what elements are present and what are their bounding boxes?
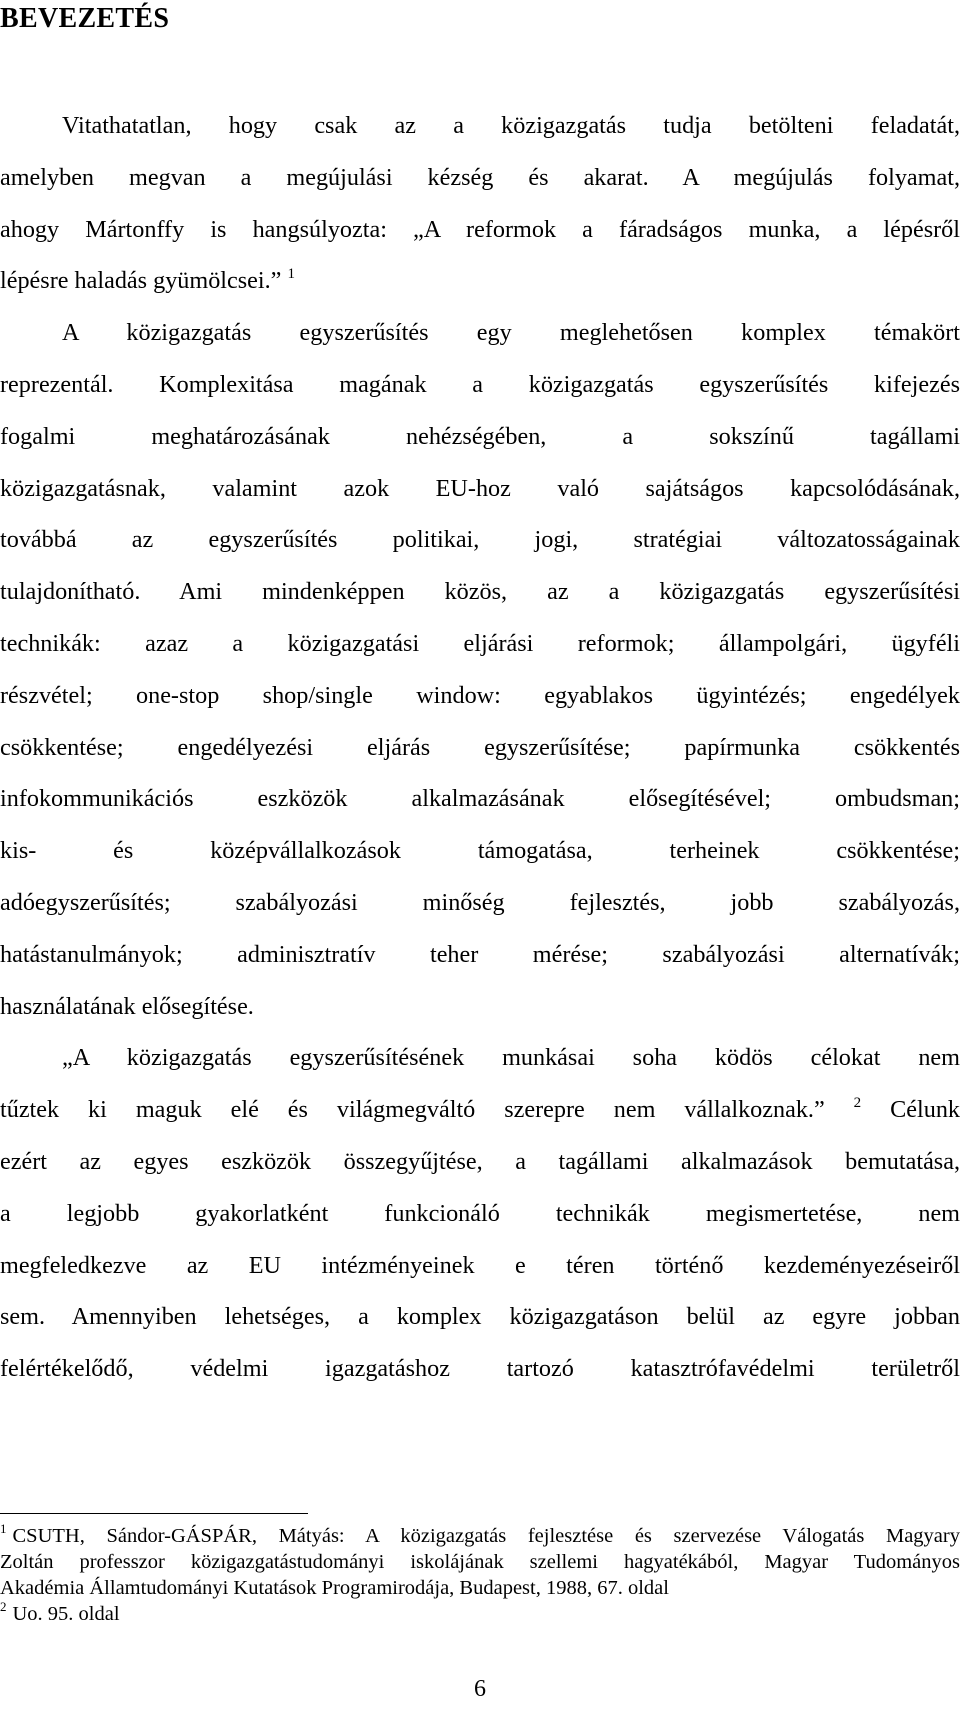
paragraph-2-line-6: tulajdonítható. Ami mindenképpen közös, az a közigazgatás egyszerűsítési (0, 578, 960, 606)
paragraph-1-line-4 (0, 255, 960, 307)
footnote-1-number: 1 (0, 1521, 7, 1536)
paragraph-3-line-4: a legjobb gyakorlatként funkcionáló technikák megismertetése, nem (0, 1199, 960, 1227)
paragraph-1-line-2: amelyben megvan a megújulási kézség és akarat. A megújulás folyamat, (0, 163, 960, 191)
paragraph-2-line-2: reprezentál. Komplexitása magának a közigazgatás egyszerűsítés kifejezés (0, 370, 960, 398)
paragraph-2-line-13: hatástanulmányok; adminisztratív teher mérése; szabályozási alternatívák; (0, 940, 960, 968)
footnote-1-line-2: Zoltán professzor közigazgatástudományi iskolájának szellemi hagyatékából, Magyar Tudományos (0, 1551, 960, 1573)
paragraph-1-line-1: Vitathatatlan, hogy csak az a közigazgatás tudja betölteni feladatát, (62, 112, 960, 139)
footnote-ref-2: 2 (853, 1095, 862, 1112)
paragraph-3-line-6: sem. Amennyiben lehetséges, a komplex közigazgatáson belül az egyre jobban (0, 1303, 960, 1331)
paragraph-2-line-11: kis- és középvállalkozások támogatása, terheinek csökkentése; (0, 837, 960, 865)
footnote-1-line-1-text: CSUTH, Sándor-GÁSPÁR, Mátyás: A közigazgatás fejlesztése és szervezése Válogatás Magyary (12, 1525, 960, 1547)
paragraph-3-line-5: megfeledkezve az EU intézményeinek e téren történő kezdeményezéseiről (0, 1251, 960, 1279)
paragraph-3-line-2-text: tűztek ki maguk elé és világmegváltó szerepre nem vállalkoznak.” (0, 1096, 825, 1124)
page-heading: BEVEZETÉS (0, 3, 170, 34)
paragraph-2-line-7: technikák: azaz a közigazgatási eljárási reformok; állampolgári, ügyféli (0, 629, 960, 657)
footnote-2-line-1 (0, 1601, 960, 1627)
paragraph-3-line-1: „A közigazgatás egyszerűsítésének munkásai soha ködös célokat nem (62, 1044, 960, 1072)
paragraph-2-line-12: adóegyszerűsítés; szabályozási minőség fejlesztés, jobb szabályozás, (0, 888, 960, 916)
paragraph-1-line-4-text: lépésre haladás gyümölcsei.” (0, 267, 282, 295)
page-number: 6 (474, 1676, 486, 1702)
paragraph-2-line-10: infokommunikációs eszközök alkalmazásának elősegítésével; ombudsman; (0, 785, 960, 813)
paragraph-2-line-9: csökkentése; engedélyezési eljárás egyszerűsítése; papírmunka csökkentés (0, 733, 960, 761)
footnote-2-text: Uo. 95. oldal (12, 1603, 120, 1625)
footnotes (0, 1523, 960, 1627)
paragraph-2-line-1: A közigazgatás egyszerűsítés egy meglehetősen komplex témakört (62, 319, 960, 347)
paragraph-3-line-3: ezért az egyes eszközök összegyűjtése, a tagállami alkalmazások bemutatása, (0, 1147, 960, 1175)
footnote-separator (0, 1513, 308, 1514)
paragraph-1-line-3: ahogy Mártonffy is hangsúlyozta: „A reformok a fáradságos munka, a lépésről (0, 215, 960, 243)
paragraph-2-line-4: közigazgatásnak, valamint azok EU-hoz való sajátságos kapcsolódásának, (0, 474, 960, 502)
paragraph-2-line-3: fogalmi meghatározásának nehézségében, a sokszínű tagállami (0, 422, 960, 450)
footnote-1-line-1 (0, 1523, 960, 1549)
paragraph-3-line-2-continuation: Célunk (890, 1096, 960, 1124)
footnote-ref-1: 1 (287, 266, 295, 283)
paragraph-2-line-8: részvétel; one-stop shop/single window: egyablakos ügyintézés; engedélyek (0, 681, 960, 709)
paragraph-2-line-14: használatának elősegítése. (0, 992, 254, 1020)
footnote-2-number: 2 (0, 1599, 7, 1614)
body-text (0, 100, 960, 1395)
footnote-1-line-3: Akadémia Államtudományi Kutatások Programirodája, Budapest, 1988, 67. oldal (0, 1577, 669, 1599)
paragraph-3-line-7: felértékelődő, védelmi igazgatáshoz tartozó katasztrófavédelmi területről (0, 1355, 960, 1383)
paragraph-3-line-2 (0, 1084, 960, 1136)
paragraph-2-line-5: továbbá az egyszerűsítés politikai, jogi, stratégiai változatosságainak (0, 526, 960, 554)
